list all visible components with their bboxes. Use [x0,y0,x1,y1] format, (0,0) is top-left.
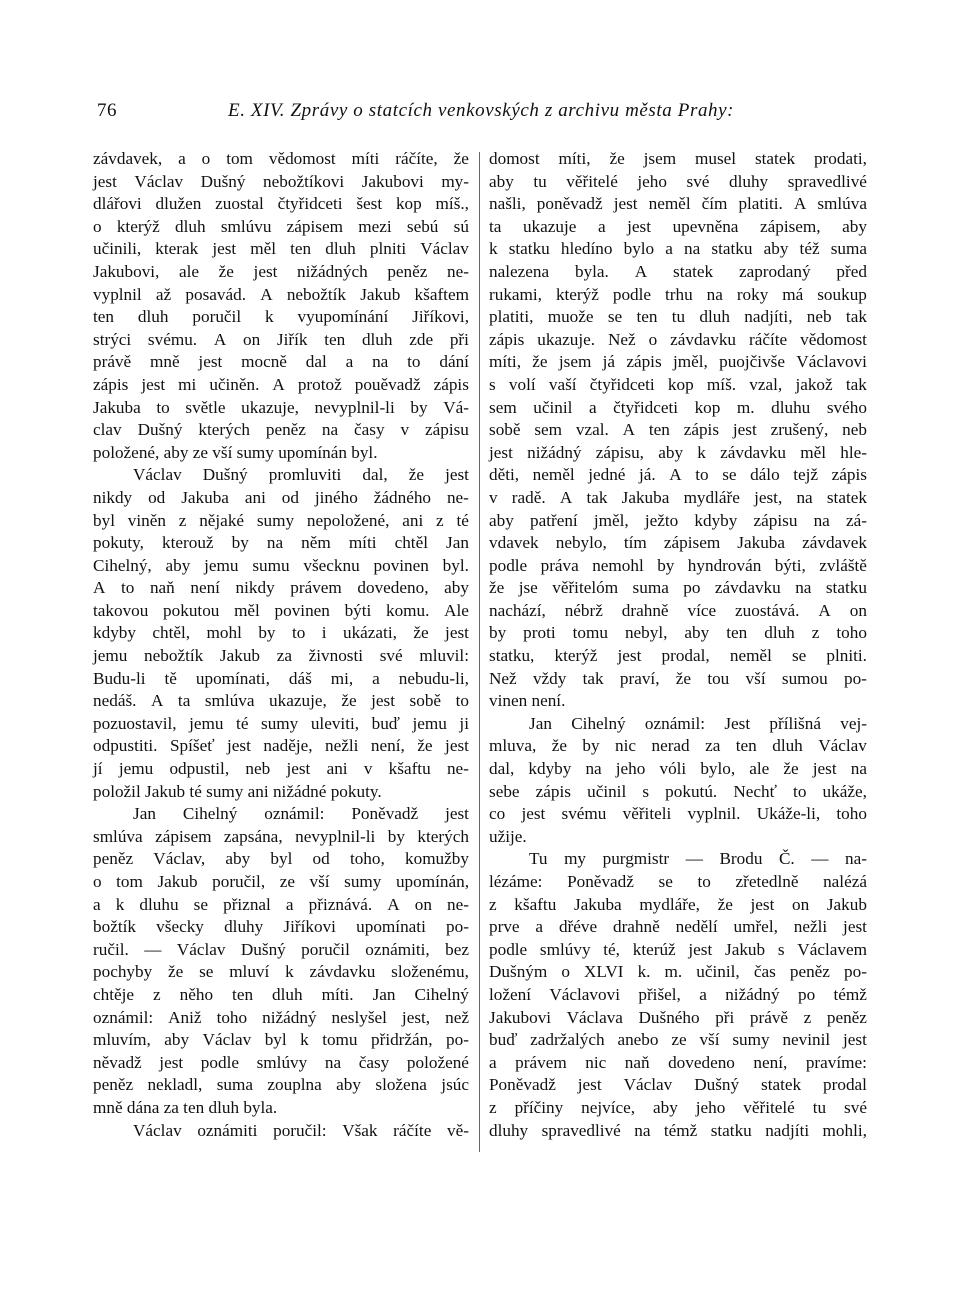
text-line: z příčiny nejvíce, aby jeho věřitelé tu své [489,1097,867,1117]
text-line: Než vždy tak praví, že tou vší sumou po- [489,668,867,688]
left-column [93,148,469,1142]
text-line: ručil. — Václav Dušný poručil oznámiti, bez [93,939,469,959]
text-line: z kšaftu Jakuba mydláře, že jest on Jakub [489,894,867,914]
text-line: kdyby chtěl, mohl by to i ukázati, že jest [93,623,469,643]
text-line: Jakuba to světle ukazuje, nevyplnil-li by Vá- [93,397,469,417]
text-line: ten dluh poručil k vyupomínání Jiříkovi, [93,307,469,327]
text-line: o kterýž dluh smlúvu zápisem mezi sebú sú [93,216,469,236]
text-line: Václav Dušný promluviti dal, že jest [133,465,469,485]
text-line: jemu nebožtík Jakub za živnosti své mluvil: [93,646,469,666]
text-line: clav Dušný kterých peněz na časy v zápisu [93,420,469,440]
text-line: mluva, že by nic nerad za ten dluh Václav [489,736,867,756]
text-line: pokuty, kterouž by na něm míti chtěl Jan [93,533,469,553]
text-line: dlářovi dlužen zuostal čtyřidceti šest kop míš., [93,194,469,214]
text-line: položené, aby ze vší sumy upomínán byl. [93,442,378,462]
text-line: peněz Václav, aby byl od toho, komužby [93,849,469,869]
text-line: nachází, nébrž drahně více zuostává. A on [489,600,867,620]
text-line: s volí vaší čtyřidceti kop míš. vzal, jakož tak [489,374,867,394]
text-line: Jakubovi Václava Dušného při právě z peněz [489,1007,867,1027]
text-line: a právem nic naň dovedeno není, pravíme: [489,1052,867,1072]
text-line: sem učinil a čtyřidceti kop m. dluhu svého [489,397,867,417]
text-line: dluhy spravedlivé na témž statku nadjíti mohli, [489,1120,867,1140]
text-line: Václav oznámiti poručil: Však ráčíte vě- [133,1120,469,1140]
text-line: statku, kterýž jest prodal, neměl se plniti. [489,646,867,666]
text-line: vdavek nebylo, tím zápisem Jakuba závdavek [489,533,867,553]
text-line: smlúva zápisem zapsána, nevyplnil-li by kterých [93,826,469,846]
text-line: lézáme: Poněvadž se to zřetedlně nalézá [489,872,867,891]
right-column [489,148,867,1142]
text-line: že jse věřitelóm suma po závdavku na statku [489,578,867,598]
text-line: něvadž jest podle smlúvy na časy položené [93,1052,469,1072]
text-line: zápis ukazuje. Než o závdavku ráčíte vědomost [489,329,867,349]
page-number: 76 [97,100,117,121]
text-line: k statku hledíno bylo a na statku aby též suma [489,239,867,259]
running-head: E. XIV. Zprávy o statcích venkovských z archivu města Prahy: [228,100,735,121]
text-line: jest nižádný zápisu, aby k závdavku měl hle- [489,442,867,462]
text-line: pochyby že se mluví k závdavku složenému, [93,962,469,982]
text-line: domost míti, že jsem musel statek prodati, [489,149,867,168]
text-line: mně dána za ten dluh byla. [93,1097,278,1117]
text-line: prve a dřéve drahně nedělí umřel, nežli jest [489,917,867,937]
text-line: učinili, kterak jest měl ten dluh plniti Václav [93,239,469,259]
text-line: Cihelný, aby jemu sumu všecknu povinen byl. [93,555,469,575]
column-divider [479,152,480,1152]
text-line: sebe zápis učinil s pokutú. Nechť to ukáže, [489,781,867,801]
text-line: Jan Cihelný oznámil: Jest přílišná vej- [529,713,867,733]
text-line: jest Václav Dušný nebožtíkovi Jakubovi my- [93,171,469,191]
text-line: podle práva nemohl by hyndrován býti, zvláště [489,555,867,575]
text-line: Budu-li tě upomínati, dáš mi, a nebudu-li, [93,668,469,688]
text-line: sobě sem vzal. A ten zápis jest zrušený, neb [489,420,867,440]
text-line: dal, kdyby na jeho vóli bylo, ale že jest na [489,759,867,779]
text-line: ta ukazuje a jest upevněna zápisem, aby [489,216,867,236]
text-line: co jest svému věřiteli vyplnil. Ukáže-li, toho [489,804,867,824]
text-line: aby patření jměl, ježto kdyby zápisu na zá- [489,510,867,530]
text-line: rukami, kterýž podle trhu na roky má soukup [489,284,867,304]
text-line: děti, neměl jedné já. A to se dálo tejž zápis [489,465,867,485]
text-line: nalezena byla. A statek zaprodaný před [489,261,867,281]
text-line: našli, poněvadž jest neměl čím platiti. A smlúva [489,194,867,214]
text-line: buď zadržalých anebo ze vší sumy nevinil jest [489,1030,867,1050]
text-line: odpustiti. Spíšeť jest naděje, nežli není, že jest [93,736,469,756]
text-line: v radě. A tak Jakuba mydláře jest, na statek [489,487,867,507]
text-line: Dušným o XLVI k. m. učinil, čas peněz po- [489,962,867,982]
text-line: vinen není. [489,691,566,711]
text-line: A to naň není nikdy právem dovedeno, aby [93,578,469,598]
text-line: jí jemu odpustil, neb jest ani v kšaftu ne- [93,759,469,779]
text-line: takovou pokutou měl povinen býti komu. Ale [93,600,469,620]
text-line: ložení Václavovi přišel, a nižádný po témž [489,984,867,1004]
text-line: pozuostavil, jemu té sumy uleviti, buď jemu ji [93,713,469,733]
text-line: o tom Jakub poručil, ze vší sumy upomínán, [93,872,469,891]
text-line: božtík všecky dluhy Jiříkovi upomínati po- [93,917,469,937]
text-line: užije. [489,826,527,846]
text-line: míti, že jsem já zápis jměl, puojčivše Václavovi [489,352,867,372]
text-line: by proti tomu nebyl, aby ten dluh z toho [489,623,867,643]
text-line: zápis jest mi učiněn. A protož pouěvadž zápis [93,374,469,394]
text-line: Jan Cihelný oznámil: Poněvadž jest [133,804,469,824]
text-line: peněz nekladl, suma zouplna aby složena jsúc [93,1075,469,1095]
text-line: nedáš. A ta smlúva ukazuje, že jest sobě to [93,691,469,711]
text-line: byl viněn z nějaké sumy nepoložené, ani z té [93,510,469,530]
text-line: vyplnil až posavád. A nebožtík Jakub kšaftem [93,284,469,304]
text-line: Poněvadž jest Václav Dušný statek prodal [489,1075,867,1095]
text-line: závdavek, a o tom vědomost míti ráčíte, že [93,149,469,168]
text-line: Tu my purgmistr — Brodu Č. — na- [529,849,867,869]
text-line: položil Jakub té sumy ani nižádné pokuty. [93,781,382,801]
text-line: mluvím, aby Václav byl k tomu přidržán, po- [93,1030,469,1050]
text-line: oznámil: Aniž toho nižádný neslyšel jest, než [93,1007,469,1027]
text-line: právě mně jest mocně dal a na to dání [93,352,469,372]
text-line: chtěje z něho ten dluh míti. Jan Cihelný [93,984,469,1004]
text-line: Jakubovi, ale že jest nižádných peněz ne- [93,261,469,281]
text-line: platiti, muože se ten tu dluh nadjíti, neb tak [489,307,867,327]
text-line: a k dluhu se přiznal a přiznává. A on ne- [93,894,469,914]
text-line: strýci svému. A on Jiřík ten dluh zde při [93,329,469,349]
text-line: aby tu věřitelé jeho své dluhy spravedlivé [489,171,867,191]
text-line: nikdy od Jakuba ani od jiného žádného ne- [93,487,469,507]
text-line: podle smlúvy té, kterúž jest Jakub s Václavem [489,939,867,959]
